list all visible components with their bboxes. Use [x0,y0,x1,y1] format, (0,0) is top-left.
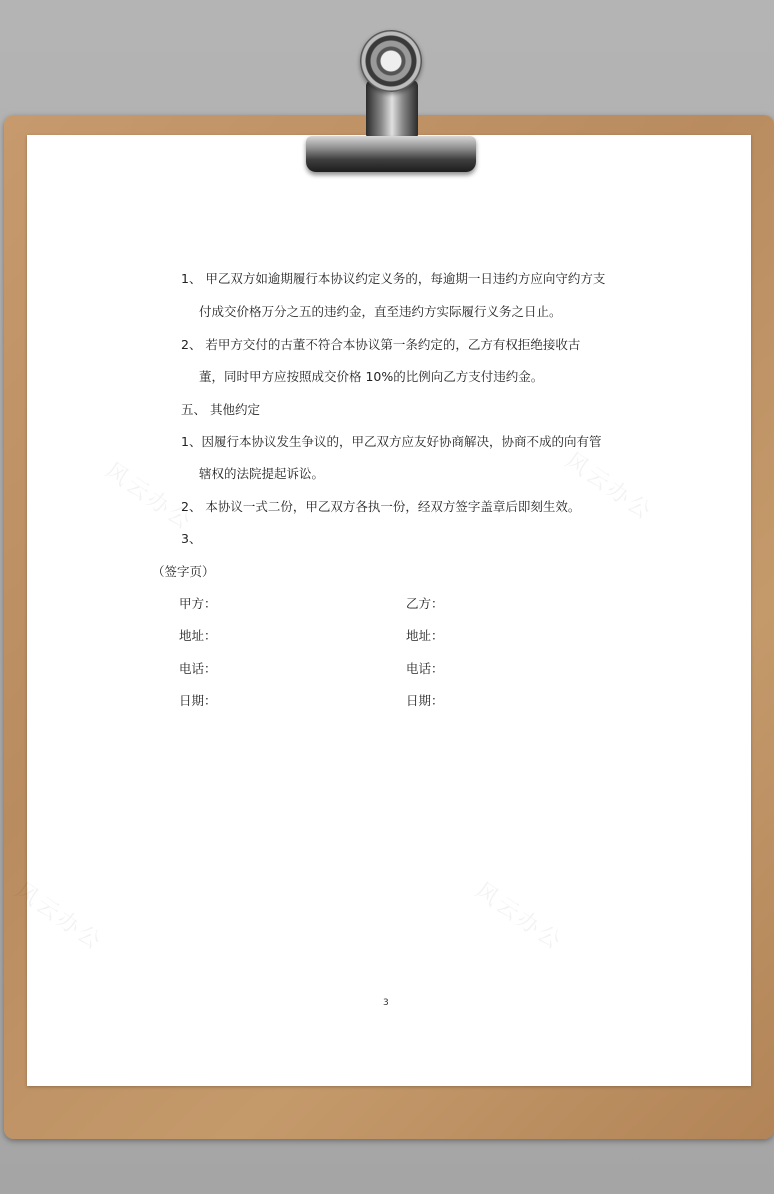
clause-1-line-2: 付成交价格万分之五的违约金，直至违约方实际履行义务之日止。 [199,304,562,319]
address-a-label: 地址： [179,628,217,643]
phone-b-label: 电话： [406,661,444,676]
party-a-label: 甲方： [179,596,217,611]
item-1-line-2: 辖权的法院提起诉讼。 [199,466,325,481]
watermark: 风云办公 [100,458,197,537]
watermark: 风云办公 [10,878,107,957]
date-a-label: 日期： [179,693,217,708]
page-number: 3 [383,998,389,1008]
party-b-label: 乙方： [406,596,444,611]
signature-heading: （签字页） [152,564,215,579]
address-b-label: 地址： [406,628,444,643]
phone-a-label: 电话： [179,661,217,676]
clause-2-line-1: 2、 若甲方交付的古董不符合本协议第一条约定的，乙方有权拒绝接收古 [181,337,581,352]
clause-1-line-1: 1、 甲乙双方如逾期履行本协议约定义务的，每逾期一日违约方应向守约方支 [181,271,606,286]
item-2: 2、 本协议一式二份，甲乙双方各执一份，经双方签字盖章后即刻生效。 [181,499,581,514]
binder-clip [306,136,476,172]
clause-2-line-2: 董，同时甲方应按照成交价格 10%的比例向乙方支付违约金。 [199,369,544,384]
date-b-label: 日期： [406,693,444,708]
watermark: 风云办公 [470,878,567,957]
binder-clip-ring [360,30,422,92]
item-3: 3、 [181,531,202,546]
watermark: 风云办公 [560,448,657,527]
item-1-line-1: 1、因履行本协议发生争议的，甲乙双方应友好协商解决，协商不成的向有管 [181,434,602,449]
section-heading: 五、 其他约定 [181,402,260,417]
